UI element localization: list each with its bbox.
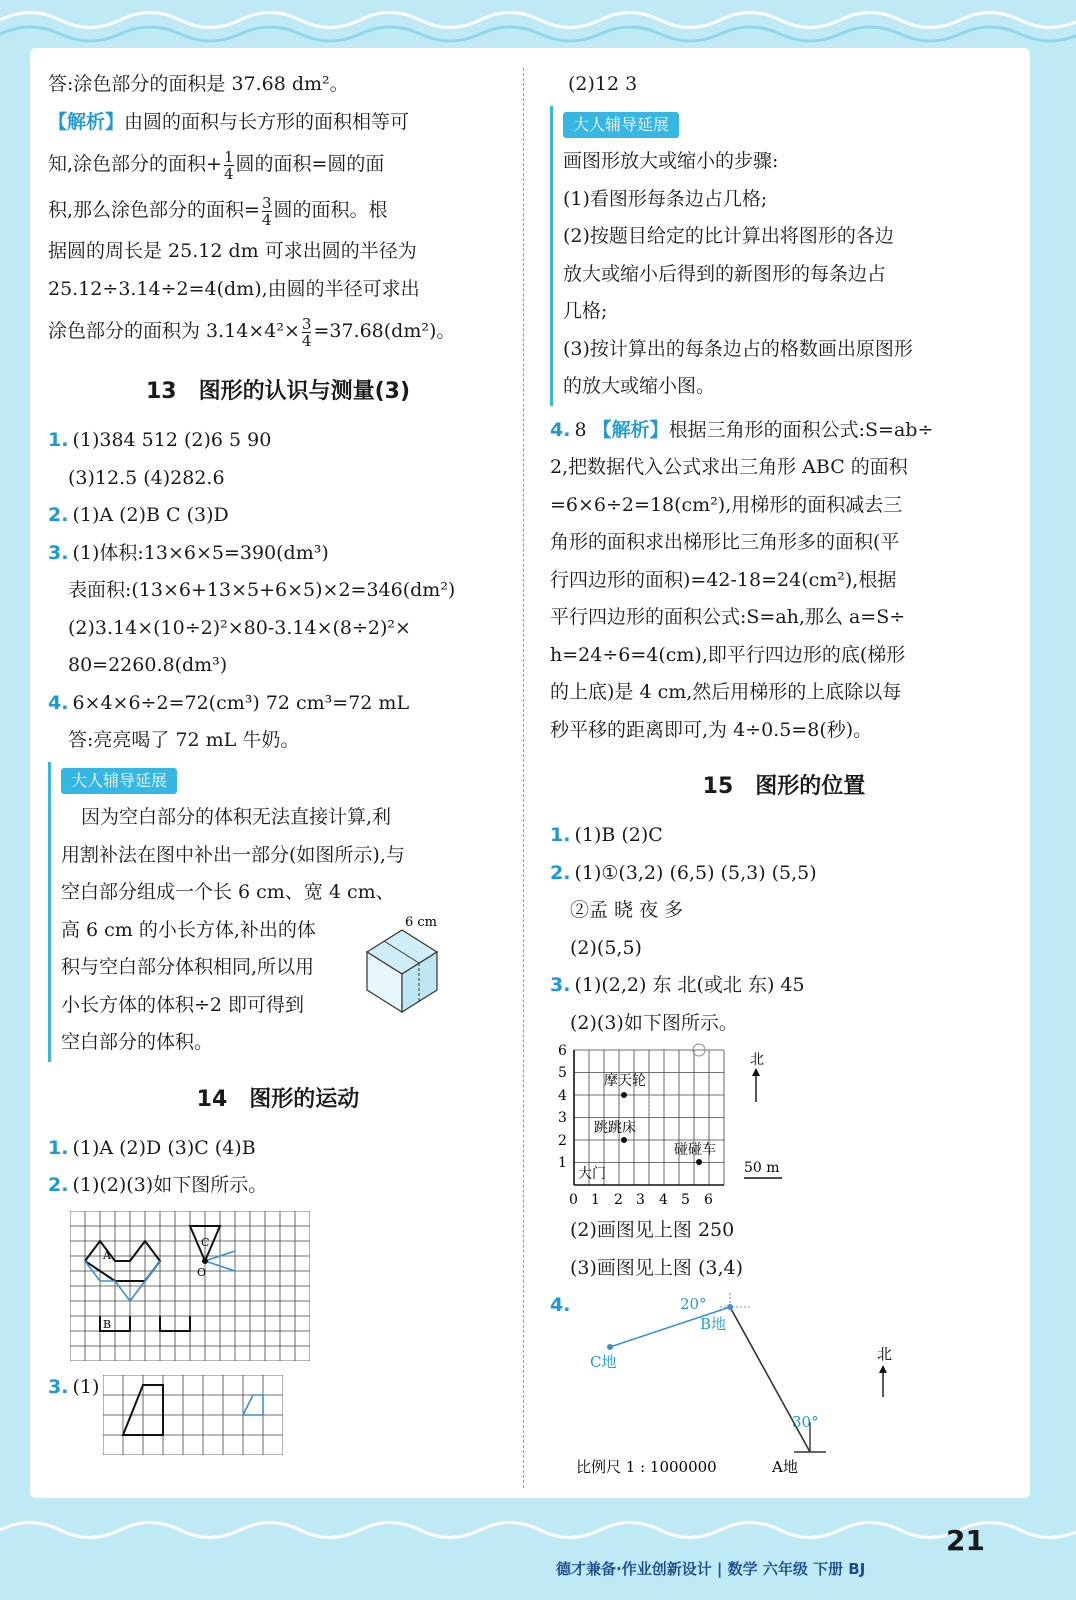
section-heading-15: [550, 767, 1018, 807]
extension-line: 高 6 cm 的小长方体,补出的体: [61, 918, 316, 941]
extension-line: 的放大或缩小图。: [563, 375, 716, 397]
answer-line: (2)12 3: [568, 73, 638, 95]
answer-line: (2)(5,5): [570, 936, 642, 959]
grid-label-c: C: [201, 1235, 210, 1249]
analysis-text: 积,那么涂色部分的面积=: [48, 199, 260, 221]
map-north-label: 北: [750, 1052, 764, 1068]
map-ytick: 3: [558, 1110, 567, 1126]
question-line: [48, 422, 508, 460]
question-line: [48, 497, 508, 535]
footer-series: 德才兼备·作业创新设计 | 数学 六年级 下册 BJ: [556, 1560, 866, 1578]
frac-den: 4: [261, 210, 272, 229]
location-map-figure: [550, 1287, 990, 1487]
frac-num: 3: [301, 314, 312, 333]
analysis-line: 秒平移的距离即可,为 4÷0.5=8(秒)。: [550, 718, 873, 741]
section-heading-14: [48, 1080, 508, 1120]
extension-line: (3)按计算出的每条边占的格数画出原图形: [563, 337, 913, 360]
section-title: 图形的认识与测量(3): [198, 379, 411, 404]
answer-line: 答:亮亮喝了 72 mL 牛奶。: [68, 729, 300, 751]
question-number: 2.: [550, 861, 571, 884]
map-scale-label: 50 m: [744, 1160, 780, 1176]
extension-badge: 大人辅导延展: [61, 768, 177, 794]
question-line: [550, 855, 1018, 893]
analysis-tag: 【 解析 】: [593, 419, 669, 441]
analysis-line: [48, 187, 508, 233]
question-number: 2.: [48, 1174, 69, 1196]
answer-line: (2)(3)如下图所示。: [570, 1011, 738, 1034]
analysis-line: h=24÷6=4(cm),即平行四边形的底(梯形: [550, 643, 906, 666]
question-line: [550, 817, 1018, 855]
analysis-text: 根据三角形的面积公式:S=ab÷: [668, 418, 934, 441]
map-xtick: 3: [636, 1192, 645, 1208]
question-3-row: [48, 1369, 508, 1455]
extension-box: [550, 106, 1018, 406]
question-line: [48, 1167, 508, 1205]
analysis-line: [48, 141, 508, 187]
question-line: [550, 967, 1018, 1005]
map-label-bumper: 碰碰车: [674, 1142, 716, 1158]
north-arrowhead-icon: [879, 1365, 887, 1373]
question-number: 3.: [48, 1375, 69, 1398]
answer-text: 8: [574, 418, 587, 441]
north-arrowhead-icon: [752, 1068, 760, 1076]
answer-text: (1)(2)(3)如下图所示。: [72, 1174, 268, 1196]
extension-line: (2)按题目给定的比计算出将图形的各边: [563, 225, 894, 247]
analysis-line: 25.12÷3.14÷2=4(dm),由圆的半径可求出: [48, 277, 420, 300]
analysis-text: 圆的面积=圆的面: [235, 153, 385, 175]
question-4-figure: [550, 1287, 1018, 1487]
grid-label-a: A: [103, 1248, 111, 1262]
answer-text: (1)体积:13×6×5=390(dm³): [72, 541, 329, 564]
question-number: 2.: [48, 504, 69, 526]
section-title: 图形的运动: [249, 1086, 360, 1112]
analysis-text: 由圆的面积与长方形的面积相等可: [124, 110, 410, 133]
extension-line: (1)看图形每条边占几格;: [563, 187, 768, 210]
extension-line: 积与空白部分体积相同,所以用: [61, 956, 315, 978]
frac-num: 3: [261, 193, 272, 212]
left-column: [48, 66, 508, 1455]
grid-label-o: O: [197, 1265, 207, 1279]
extension-line: 画图形放大或缩小的步骤:: [563, 150, 779, 172]
map-scale-text: 比例尺 1 : 1000000: [576, 1458, 717, 1476]
answer-text: (1)B (2)C: [574, 824, 663, 846]
point-c-label: C地: [590, 1353, 617, 1371]
answer-text: (1)(2,2) 东 北(或北 东) 45: [574, 974, 805, 996]
question-number: 4.: [550, 1294, 571, 1316]
answer-line: (3)12.5 (4)282.6: [68, 466, 225, 489]
map-xtick: 1: [591, 1192, 600, 1208]
answer-line: 表面积:(13×6+13×5+6×5)×2=346(dm²): [68, 579, 456, 601]
point-a-label: A地: [772, 1458, 798, 1476]
analysis-text: 圆的面积。根: [273, 199, 388, 221]
answer-text: (1)①(3,2) (6,5) (5,3) (5,5): [574, 861, 817, 884]
map-label-trampoline: 跳跳床: [594, 1120, 636, 1136]
frac-num: 1: [223, 147, 234, 166]
right-column: [550, 66, 1018, 1487]
question-line: [48, 685, 508, 723]
analysis-line: 据圆的周长是 25.12 dm 可求出圆的半径为: [48, 240, 417, 262]
extension-line: 空白部分的体积。: [61, 1031, 214, 1053]
extension-line: 几格;: [563, 300, 608, 322]
answer-line: ②孟 晓 夜 多: [570, 899, 684, 921]
map-xtick: 0: [569, 1192, 578, 1208]
question-number: 1.: [48, 429, 69, 451]
figure-label: 6 cm: [405, 914, 438, 930]
map-label-gate: 大门: [578, 1166, 606, 1182]
map-ytick: 5: [558, 1065, 567, 1081]
analysis-line: [48, 104, 508, 142]
map-xtick: 6: [704, 1192, 713, 1208]
analysis-line: =6×6÷2=18(cm²),用梯形的面积减去三: [550, 493, 903, 516]
extension-badge: 大人辅导延展: [563, 112, 679, 138]
question-number: 1.: [48, 1136, 69, 1159]
extension-line: 小长方体的体积÷2 即可得到: [61, 993, 305, 1016]
answer-line: (3)画图见上图 (3,4): [570, 1256, 743, 1279]
analysis-text: 知,涂色部分的面积+: [48, 153, 222, 175]
analysis-text: 涂色部分的面积为 3.14×4²×: [48, 320, 300, 342]
analysis-text: =37.68(dm²)。: [313, 320, 456, 342]
map-north-label: 北: [877, 1345, 893, 1363]
park-map-figure: [554, 1042, 814, 1212]
question-line: [48, 1130, 508, 1168]
answer-line: 80=2260.8(dm³): [68, 654, 228, 676]
frac-den: 4: [301, 331, 312, 350]
analysis-line: 平行四边形的面积公式:S=ah,那么 a=S÷: [550, 606, 906, 628]
section-number: 14: [196, 1086, 228, 1112]
question-line: [48, 535, 508, 573]
grid-label-b: B: [103, 1317, 112, 1331]
map-xtick: 2: [614, 1192, 623, 1208]
trapezoid-grid-figure: [103, 1375, 283, 1455]
extension-box: [48, 762, 508, 1062]
map-xtick: 4: [659, 1192, 668, 1208]
fraction: [262, 195, 272, 228]
question-line: [550, 412, 1018, 450]
analysis-tag: 【 解析 】: [48, 111, 124, 133]
section-number: 15: [702, 774, 734, 799]
extension-line: 放大或缩小后得到的新图形的每条边占: [563, 262, 887, 285]
analysis-line: 2,把数据代入公式求出三角形 ABC 的面积: [550, 456, 908, 478]
angle-label-30: 30°: [792, 1413, 819, 1431]
answer-line: 答:涂色部分的面积是 37.68 dm²。: [48, 73, 349, 95]
answer-text: 6×4×6÷2=72(cm³) 72 cm³=72 mL: [72, 691, 410, 714]
question-number: 4.: [48, 691, 69, 714]
question-number: 4.: [550, 418, 571, 441]
section-number: 13: [145, 379, 177, 404]
section-title: 图形的位置: [755, 774, 866, 799]
analysis-line: 角形的面积求出梯形比三角形多的面积(平: [550, 531, 900, 553]
fraction: [302, 316, 312, 349]
map-ytick: 6: [558, 1043, 567, 1059]
analysis-line: 的上底)是 4 cm,然后用梯形的上底除以每: [550, 681, 902, 703]
answer-line: (2)画图见上图 250: [570, 1219, 735, 1241]
page-number: 21: [946, 1524, 985, 1557]
column-divider: [523, 68, 524, 1488]
fraction: [224, 149, 234, 182]
map-ytick: 1: [558, 1155, 567, 1171]
extension-line: 用割补法在图中补出一部分(如图所示),与: [61, 843, 405, 866]
motion-grid-figure: [70, 1211, 310, 1361]
frac-den: 4: [223, 164, 234, 183]
question-number: 3.: [550, 974, 571, 996]
map-label-ferris: 摩天轮: [604, 1073, 646, 1089]
map-xtick: 5: [681, 1192, 690, 1208]
cuboid-figure: [347, 912, 457, 1022]
map-ytick: 2: [558, 1133, 567, 1149]
answer-page: [30, 48, 1030, 1498]
angle-label-20: 20°: [680, 1295, 707, 1313]
map-ytick: 4: [558, 1088, 567, 1104]
answer-text: (1)A (2)B C (3)D: [72, 504, 229, 526]
extension-line: 因为空白部分的体积无法直接计算,利: [81, 806, 392, 828]
question-number: 3.: [48, 541, 69, 564]
question-number: 1.: [550, 824, 571, 846]
analysis-line: [48, 308, 508, 354]
bottom-wave-border: [0, 1510, 1076, 1600]
extension-line: 空白部分组成一个长 6 cm、宽 4 cm、: [61, 881, 395, 903]
point-b-label: B地: [700, 1315, 727, 1333]
answer-text: (1)384 512 (2)6 5 90: [72, 429, 272, 451]
answer-text: (1)A (2)D (3)C (4)B: [72, 1136, 256, 1159]
analysis-line: 行四边形的面积)=42-18=24(cm²),根据: [550, 568, 897, 591]
answer-text: (1): [72, 1375, 100, 1398]
answer-line: (2)3.14×(10÷2)²×80-3.14×(8÷2)²×: [68, 616, 411, 639]
section-heading-13: [48, 372, 508, 412]
